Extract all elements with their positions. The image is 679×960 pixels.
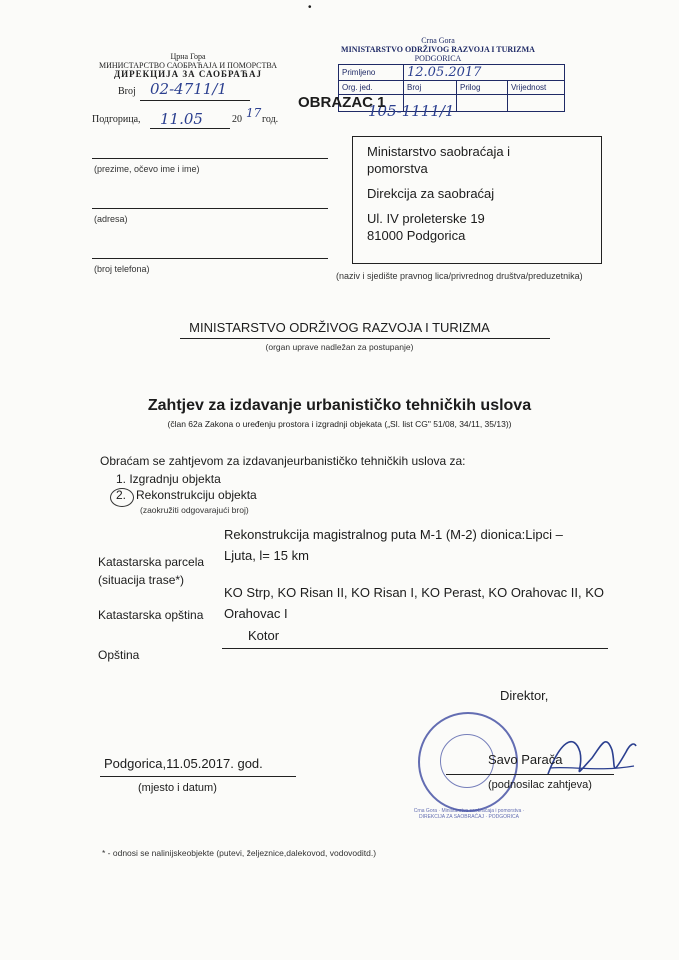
receipt-stamp <box>318 36 558 63</box>
stamp-directorate: ДИРЕКЦИЈА ЗА САОБРАЋАЈ <box>113 69 263 79</box>
parcel-value-line2: Ljuta, l= 15 km <box>224 548 309 563</box>
parcel-sublabel: (situacija trase*) <box>98 573 185 587</box>
request-intro: Obraćam se zahtjevom za izdavanjeurbanističko tehničkih uslova za: <box>100 454 466 468</box>
signer-caption: (podnosilac zahtjeva) <box>488 779 592 791</box>
official-seal-inner <box>440 734 494 788</box>
option-reconstruction: Rekonstrukciju objekta <box>136 488 257 502</box>
receipt-ministry: MINISTARSTVO ODRŽIVOG RAZVOJA I TURIZMA <box>341 45 535 54</box>
option-construction: 1. Izgradnju objekta <box>116 472 221 486</box>
cadastral-value-line1: KO Strp, KO Risan II, KO Risan I, KO Perast, KO Orahovac II, KO <box>224 585 605 600</box>
receipt-country: Crna Gora <box>421 36 455 45</box>
stamp-year-prefix: 20 <box>232 114 242 125</box>
municipality-value: Kotor <box>248 628 280 643</box>
official-seal-text: Crna Gora · Ministarstvo saobraćaja i pomorstva · DIREKCIJA ZA SAOBRAĆAJ · PODGORICA <box>413 808 525 820</box>
municipality-label: Opština <box>98 648 140 662</box>
stamp-broj-value: 02-4711/1 <box>150 80 227 98</box>
request-title: Zahtjev za izdavanje urbanističko tehničkih uslova <box>147 397 532 414</box>
receipt-broj-label: Broj <box>404 81 457 95</box>
recipient-line2: pomorstva <box>367 161 428 176</box>
place-date: Podgorica,11.05.2017. god. <box>104 756 263 771</box>
stamp-date-value: 11.05 <box>160 110 203 128</box>
stamp-year-value: 17 <box>246 106 262 120</box>
recipient-line3: Direkcija za saobraćaj <box>367 186 495 201</box>
option-caption: (zaokružiti odgovarajući broj) <box>140 505 249 515</box>
stamp-country: Црна Гора <box>170 52 206 61</box>
signer-role: Direktor, <box>500 688 549 703</box>
receipt-city: PODGORICA <box>414 54 462 63</box>
stamp-ministry: МИНИСТАРСТВО САОБРАЋАЈА И ПОМОРСТВА <box>98 61 278 70</box>
form-title: OBRAZAC 1 <box>298 94 386 111</box>
authority-name: MINISTARSTVO ODRŽIVOG RAZVOJA I TURIZMA <box>189 320 490 335</box>
recipient-box <box>352 136 602 264</box>
applicant-address-caption: (adresa) <box>94 214 128 224</box>
recipient-line5: 81000 Podgorica <box>367 228 466 243</box>
receipt-org-label: Org. jed. <box>339 81 404 95</box>
cadastral-municipality-label: Katastarska opština <box>98 608 204 622</box>
parcel-value <box>224 524 563 566</box>
top-mark: • <box>308 2 312 13</box>
receipt-handwritten-number: 105-1111/1 <box>368 102 455 120</box>
applicant-name-caption: (prezime, očevo ime i ime) <box>94 164 200 174</box>
parcel-label: Katastarska parcela <box>98 555 205 569</box>
recipient-line4: Ul. IV proleterske 19 <box>367 211 485 226</box>
cadastral-value-line2: Orahovac I <box>224 606 288 621</box>
authority-caption: (organ uprave nadležan za postupanje) <box>265 342 414 352</box>
receipt-primljeno-value: 12.05.2017 <box>404 65 565 81</box>
place-date-caption: (mjesto i datum) <box>138 782 217 794</box>
receipt-prilog-label: Prilog <box>457 81 508 95</box>
receipt-primljeno-label: Primljeno <box>339 65 404 81</box>
signer-name: Savo Parača <box>488 752 563 767</box>
cadastral-municipality-value <box>224 582 604 624</box>
recipient-caption: (naziv i sjedište pravnog lica/privrednog društva/preduzetnika) <box>336 271 583 281</box>
legal-reference: (član 62a Zakona o uređenju prostora i izgradnji objekata („Sl. list CG" 51/08, 34/11, 35/13)) <box>167 419 512 429</box>
option-reconstruction-number: 2. <box>116 488 127 502</box>
receipt-vrijednost-label: Vrijednost <box>508 81 565 95</box>
stamp-year-suffix: год. <box>262 114 279 125</box>
stamp-place-label: Подгорица, <box>92 114 141 125</box>
stamp-broj-label: Broj <box>118 86 136 97</box>
parcel-value-line1: Rekonstrukcija magistralnog puta M-1 (M-2) dionica:Lipci – <box>224 527 563 542</box>
applicant-phone-caption: (broj telefona) <box>94 264 150 274</box>
recipient-line1: Ministarstvo saobraćaja i <box>367 144 511 159</box>
footnote: * - odnosi se nalinijskeobjekte (putevi, željeznice,dalekovod, vodovoditd.) <box>102 848 377 858</box>
left-registry-stamp <box>88 52 288 79</box>
